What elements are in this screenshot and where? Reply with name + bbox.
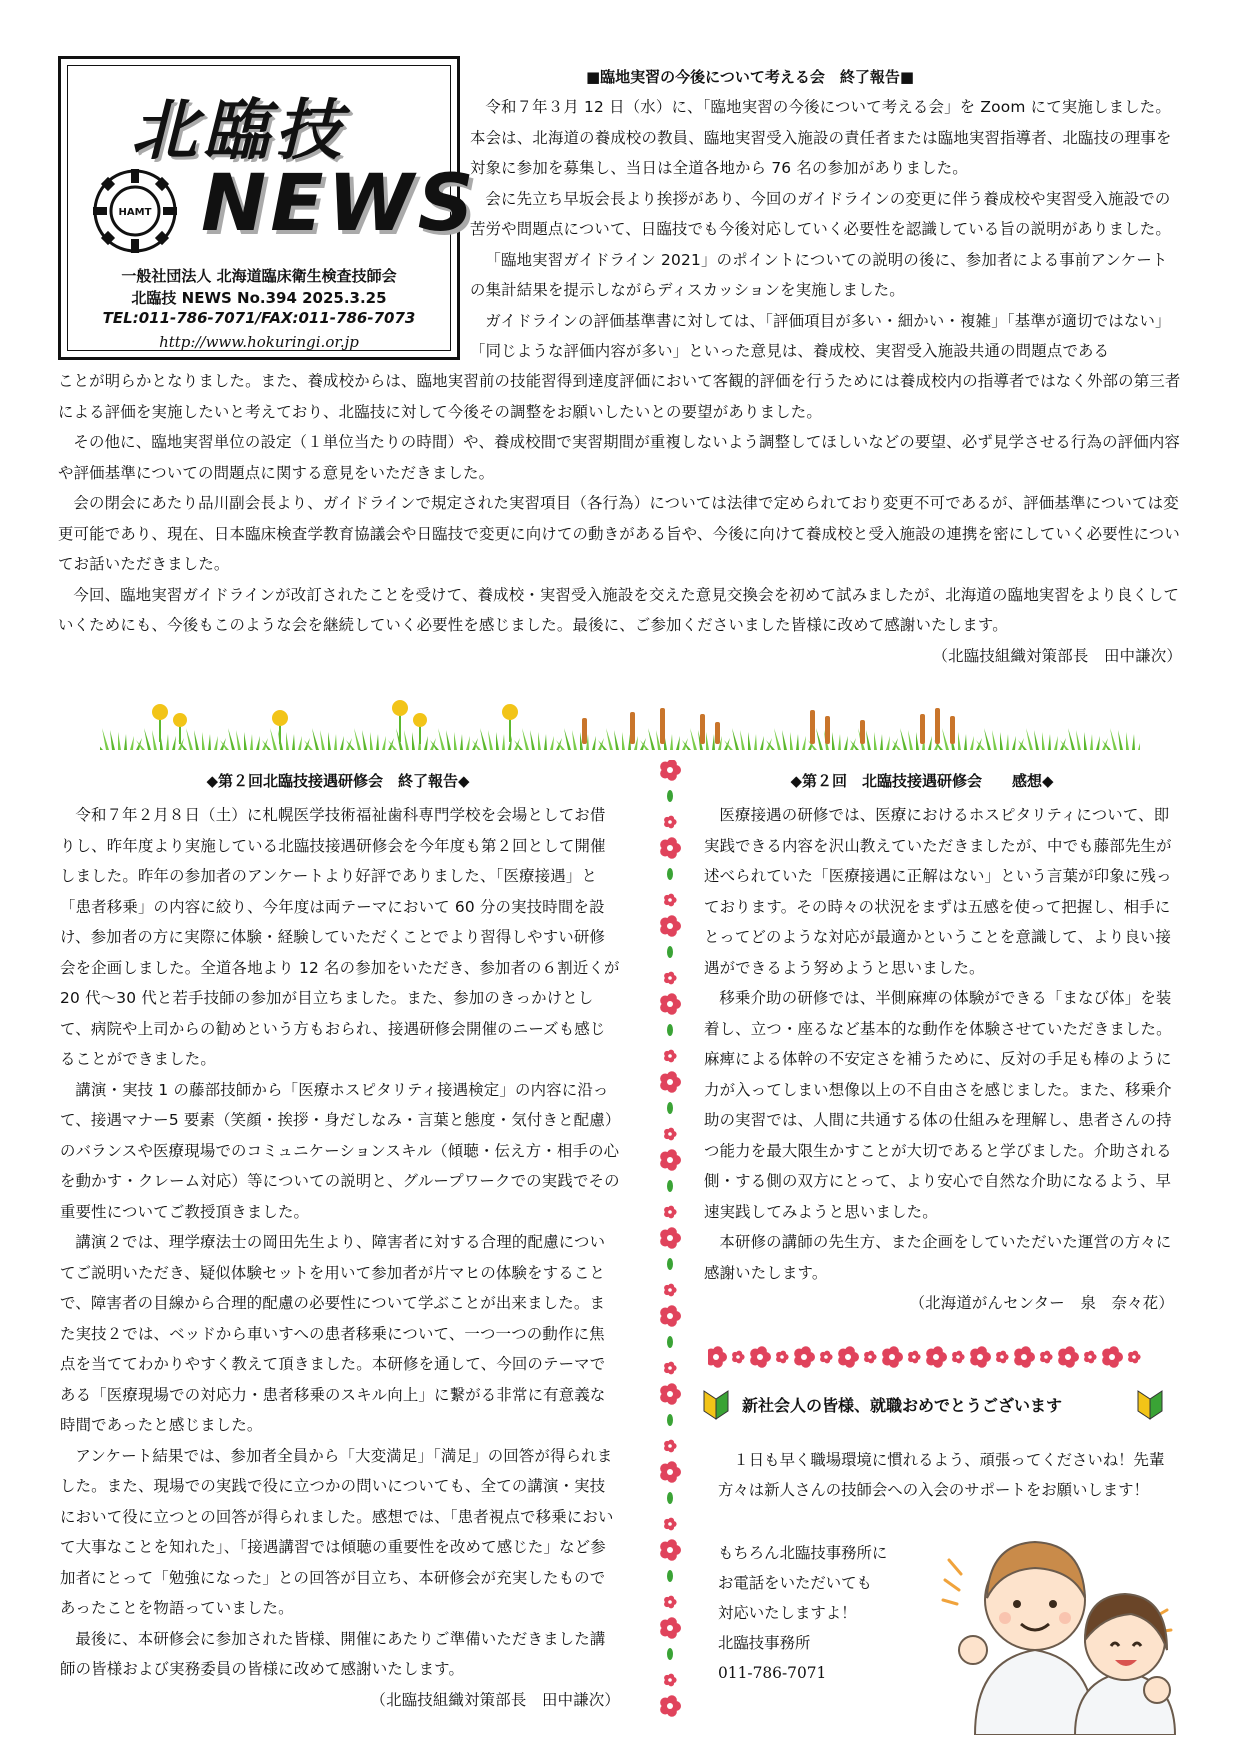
grass-blade <box>144 728 151 750</box>
flower-icon <box>660 1461 681 1482</box>
grass-blade <box>328 732 331 750</box>
grass-blade <box>1026 728 1033 750</box>
contact-line: お電話をいただいても <box>718 1574 872 1592</box>
grass-blade <box>530 730 535 750</box>
grass-blade <box>838 734 841 750</box>
grass-blade <box>984 728 991 750</box>
grass-blade <box>564 728 571 750</box>
grass-blade <box>354 728 361 750</box>
grass-blade <box>250 734 253 750</box>
flower-icon <box>1102 1346 1123 1367</box>
flower-icon <box>794 1346 815 1367</box>
grass-blade <box>320 730 325 750</box>
grass-blades <box>100 728 1140 750</box>
article2-title: ◆第２回北臨技接遇研修会 終了報告◆ <box>206 772 470 790</box>
dandelion-icons <box>152 700 518 744</box>
grass-blade <box>438 728 445 750</box>
flower-icon <box>664 972 677 985</box>
leaf-icon <box>667 1336 673 1348</box>
grass-blade <box>886 736 890 750</box>
leaf-icon <box>667 790 673 802</box>
flower-icon <box>664 1440 677 1453</box>
grass-blade <box>130 736 134 750</box>
grass-blade <box>194 730 199 750</box>
grass-blade <box>1068 728 1075 750</box>
grass-blade <box>748 732 751 750</box>
article3-signature: （北海道がんセンター 泉 奈々花） <box>909 1294 1174 1312</box>
flower-icon <box>664 1206 677 1219</box>
flower-icon <box>660 1617 681 1638</box>
grass-blade <box>622 732 625 750</box>
grass-blade <box>292 734 295 750</box>
flower-icon <box>664 1284 677 1297</box>
article1-paragraph: ことが明らかとなりました。また、養成校からは、臨地実習前の技能習得到達度評価において客観的評価を行うためには養成校内の指導者ではなく外部の第三者による評価を実施したいと考えており、北臨技に対して今後その調整をお願いしたいとの要望がありました。 <box>58 372 1181 421</box>
flower-icon <box>864 1351 877 1364</box>
grass-blade <box>1012 736 1016 750</box>
grass-blade <box>1084 732 1087 750</box>
flower-icon <box>1058 1346 1079 1367</box>
grass-blade <box>1042 732 1045 750</box>
grass-blade <box>286 732 289 750</box>
new-employees-contact <box>718 1538 958 1688</box>
leaf-icon <box>667 1024 673 1036</box>
grass-blade <box>412 732 415 750</box>
leaf-icon <box>667 1492 673 1504</box>
masthead <box>58 56 478 360</box>
grass-blade <box>340 736 344 750</box>
leaf-icon <box>667 1648 673 1660</box>
flower-icon <box>664 1128 677 1141</box>
flower-icon <box>664 894 677 907</box>
grass-blade <box>102 728 109 750</box>
grass-blade <box>964 734 967 750</box>
grass-blade <box>424 736 428 750</box>
flower-icon <box>664 1518 677 1531</box>
grass-blade <box>592 736 596 750</box>
article2-body <box>60 800 620 1715</box>
grass-dandelion-decoration <box>100 690 1140 750</box>
article2-paragraph: 講演２では、理学療法士の岡田先生より、障害者に対する合理的配慮についてご説明いただき、疑似体験セットを用いて参加者が片マヒの体験をすることで、障害者の目線から合理的配慮の必要性について学ぶことが出来ました。また実技２では、ベッドから車いすへの患者移乗について、一つ一つの動作に焦点を当ててわかりやすく教えて頂きました。本研修を通して、今回のテーマである「医療現場での対応力・患者移乗のスキル向上」に繋がる非常に有意義な時間であったと感じました。 <box>60 1233 606 1434</box>
grass-blade <box>172 736 176 750</box>
contact-phone: 011-786-7071 <box>718 1664 827 1682</box>
grass-blade <box>572 730 577 750</box>
masthead-logo-kanji: 北臨技 <box>131 92 347 169</box>
grass-blade <box>1096 736 1100 750</box>
flower-icon <box>1128 1351 1141 1364</box>
leaf-icon <box>667 868 673 880</box>
grass-blade <box>908 730 913 750</box>
grass-blade <box>606 728 613 750</box>
grass-blade <box>866 730 871 750</box>
flower-icon <box>660 760 681 781</box>
article2-paragraph: 最後に、本研修会に参加された皆様、開催にあたりご準備いただきました講師の皆様および実務委員の皆様に改めて感謝いたします。 <box>60 1629 606 1678</box>
grass-blade <box>480 728 487 750</box>
grass-blade <box>648 728 655 750</box>
flower-icon <box>660 1149 681 1170</box>
leaf-icon <box>667 1414 673 1426</box>
article1-paragraph: 令和７年３月 12 日（水）に、「臨地実習の今後について考える会」を Zoom にて実施しました。本会は、北海道の養成校の教員、臨地実習受入施設の責任者または臨地実習指導者、北臨技の理事を対象に参加を募集し、当日は全道各地から 76 名の参加がありました。 <box>470 98 1172 177</box>
grass-blade <box>1132 734 1135 750</box>
flower-icon <box>838 1346 859 1367</box>
grass-blade <box>900 728 907 750</box>
grass-blade <box>796 734 799 750</box>
article3-paragraph: 医療接遇の研修では、医療におけるホスピタリティについて、即実践できる内容を沢山教えていただきましたが、中でも藤部先生が述べられていた「医療接遇に正解はない」という言葉が印象に残っております。その時々の状況をまずは五感を使って把握し、相手にとってどのような対応が最適かということを意識して、より良い接遇ができるよう努めようと思いました。 <box>704 806 1172 977</box>
grass-blade <box>312 728 319 750</box>
grass-blade <box>256 736 260 750</box>
leaf-icon <box>667 1570 673 1582</box>
grass-blade <box>376 734 379 750</box>
grass-blade <box>844 736 848 750</box>
grass-blade <box>928 736 932 750</box>
grass-blade <box>166 734 169 750</box>
grass-blade <box>958 732 961 750</box>
grass-blade <box>942 728 949 750</box>
article3-paragraph: 移乗介助の研修では、半側麻痺の体験ができる「まなび体」を装着し、立つ・座るなど基本的な動作を体験させていただきました。麻痺による体幹の不安定さを補うために、反対の手足も棒のように力が入ってしまい想像以上の不自由さを感じました。また、移乗介助の実習では、人間に共通する体の仕組みを理解し、患者さんの持つ能力を最大限生かすことが大切であると学びました。介助される側・する側の双方にとって、より安心で自然な介助になるよう、早速実践してみようと思いました。 <box>704 989 1172 1221</box>
beginner-mark-icon <box>700 1389 732 1421</box>
article3-paragraph: 本研修の講師の先生方、また企画をしていただいた運営の方々に感謝いたします。 <box>704 1233 1172 1282</box>
leaf-icon <box>667 946 673 958</box>
flower-icon <box>1014 1346 1035 1367</box>
grass-blade <box>832 732 835 750</box>
flower-icon <box>660 1305 681 1326</box>
flower-icon <box>664 1050 677 1063</box>
grass-blade <box>404 730 409 750</box>
new-employees-message <box>718 1445 1178 1505</box>
article1-paragraph: ガイドラインの評価基準書に対しては、「評価項目が多い・細かい・複雑」「基準が適切ではない」「同じような評価内容が多い」といった意見は、養成校、実習受入施設共通の問題点である <box>470 311 1171 360</box>
grass-blade <box>802 736 806 750</box>
article2-paragraph: アンケート結果では、参加者全員から「大変満足」「満足」の回答が得られました。また、現場での実践で役に立つかの問いについても、全ての講演・実技において役に立つとの回答が得られました。感想では、「患者視点で移乗において大事なことを知れた」、「接遇講習では傾聴の重要性を改めて感じた」など参加者にとって「勉強になった」との回答が目立ち、本研修会が充実したものであったことを物語っていました。 <box>60 1446 614 1617</box>
flower-icon <box>970 1346 991 1367</box>
contact-office-name: 北臨技事務所 <box>718 1634 811 1652</box>
article1-paragraph: その他に、臨地実習単位の設定（１単位当たりの時間）や、養成校間で実習期間が重複しないよう調整してほしいなどの要望、必ず見学させる行為の評価内容や評価基準についての問題点に関する意見をいただきました。 <box>58 433 1181 482</box>
flower-icon <box>660 837 681 858</box>
new-employees-line: １日も早く職場環境に慣れるよう、頑張ってくださいね！先輩方々は新人さんの技師会への入会のサポートをお願いします！ <box>718 1451 1165 1499</box>
flower-icon <box>664 1362 677 1375</box>
masthead-url: http://www.hokuringi.or.jp <box>159 333 359 351</box>
flower-icon <box>660 1227 681 1248</box>
grass-blade <box>1110 728 1117 750</box>
grass-blade <box>208 734 211 750</box>
grass-blade <box>816 728 823 750</box>
grass-blade <box>124 734 127 750</box>
floral-divider <box>658 760 682 1720</box>
grass-blade <box>228 728 235 750</box>
flower-icon <box>660 1071 681 1092</box>
staff-person-right <box>1075 1594 1175 1735</box>
grass-blade <box>782 730 787 750</box>
grass-blade <box>1034 730 1039 750</box>
grass-blade <box>774 728 781 750</box>
masthead-tel-fax: TEL:011-786-7071/FAX:011-786-7073 <box>102 309 416 327</box>
flower-icon <box>1084 1351 1097 1364</box>
flower-icon <box>820 1351 833 1364</box>
horsetail-icons <box>582 708 955 744</box>
grass-blade <box>496 732 499 750</box>
flower-icon <box>952 1351 965 1364</box>
grass-blade <box>202 732 205 750</box>
grass-blade <box>1006 734 1009 750</box>
grass-blade <box>382 736 386 750</box>
grass-blade <box>362 730 367 750</box>
article2-signature: （北臨技組織対策部長 田中謙次） <box>370 1690 620 1709</box>
grass-blade <box>1118 730 1123 750</box>
article1-paragraph: 会に先立ち早坂会長より挨拶があり、今回のガイドラインの変更に伴う養成校や実習受入施設での苦労や問題点について、日臨技でも今後対応していく必要性を認識している旨の説明がありました。 <box>470 189 1171 238</box>
flower-icon <box>664 1674 677 1687</box>
article1-full-width-text <box>58 366 1182 671</box>
beginner-mark-icon <box>1134 1389 1166 1421</box>
flower-icon <box>708 1346 727 1367</box>
grass-blade <box>676 736 680 750</box>
grass-blade <box>970 736 974 750</box>
grass-blade <box>740 730 745 750</box>
flower-icon <box>660 915 681 936</box>
grass-blade <box>236 730 241 750</box>
flower-icon <box>660 993 681 1014</box>
article3-title: ◆第２回 北臨技接遇研修会 感想◆ <box>790 772 1054 790</box>
grass-blade <box>1000 732 1003 750</box>
grass-blade <box>712 734 715 750</box>
grass-blade <box>522 728 529 750</box>
grass-blade <box>488 730 493 750</box>
flower-icon <box>660 1695 681 1716</box>
grass-blade <box>460 734 463 750</box>
flower-icon <box>660 1539 681 1560</box>
flower-icon <box>732 1351 745 1364</box>
masthead-logo-news: NEWS <box>201 159 478 249</box>
new-employees-header <box>700 1385 1170 1425</box>
grass-blade <box>466 736 470 750</box>
flower-icon <box>926 1346 947 1367</box>
grass-blade <box>118 732 121 750</box>
grass-blade <box>1090 734 1093 750</box>
flower-icon <box>660 1383 681 1404</box>
grass-blade <box>1076 730 1081 750</box>
article1-paragraph: 会の閉会にあたり品川副会長より、ガイドラインで規定された実習項目（各行為）については法律で定められており変更不可であるが、評価基準については変更可能であり、現在、日本臨床検査学教育協議会や日臨技で変更に向けての動きがある旨や、今後に向けて養成校と受入施設の連携を密にしていく必要性についてお話いただきました。 <box>58 494 1180 573</box>
leaf-icon <box>667 1102 673 1114</box>
grass-blade <box>760 736 764 750</box>
association-seal-icon <box>91 167 179 255</box>
article2-paragraph: 令和７年２月８日（土）に札幌医学技術福祉歯科専門学校を会場としてお借りし、昨年度より実施している北臨技接遇研修会を今年度も第２回として開催しました。昨年の参加者のアンケートより好評でありました、「医療接遇」と「患者移乗」の内容に絞り、今年度は両テーマにおいて 60 分の実技時間を設け、参加者の方に実際に体験・経験していただくことでより習得しやすい研修会を企画しました。全道各地より 12 名の参加をいただき、参加者の６割近くが 20 代〜30 代と若手技師の参加が目立ちました。また、参加のきっかけとして、病院や上司からの勧めという方もおられ、接遇研修会開催のニーズも感じることができました。 <box>60 806 620 1068</box>
article3-body <box>704 800 1174 1318</box>
grass-blade <box>270 728 277 750</box>
grass-blade <box>502 734 505 750</box>
grass-blade <box>454 732 457 750</box>
flower-icon <box>664 1596 677 1609</box>
grass-blade <box>670 734 673 750</box>
masthead-issue-number: 北臨技 NEWS No.394 2025.3.25 <box>131 289 387 307</box>
grass-blade <box>874 732 877 750</box>
article1-column-text <box>470 92 1182 367</box>
article1-paragraph: 「臨地実習ガイドライン 2021」のポイントについての説明の後に、参加者による事前アンケートの集計結果を提示しながらディスカッションを実施しました。 <box>470 250 1168 299</box>
grass-blade <box>1054 736 1058 750</box>
grass-blade <box>732 728 739 750</box>
flower-icon <box>664 816 677 829</box>
grass-blade <box>244 732 247 750</box>
grass-blade <box>550 736 554 750</box>
masthead-organization: 一般社団法人 北海道臨床衛生検査技師会 <box>121 267 397 285</box>
staff-illustration <box>935 1500 1180 1735</box>
grass-blade <box>916 732 919 750</box>
grass-blade <box>100 740 103 750</box>
grass-blade <box>690 728 697 750</box>
grass-blade <box>880 734 883 750</box>
seal-text: HAMT <box>118 207 152 218</box>
grass-blade <box>544 734 547 750</box>
contact-line: 対応いたしますよ！ <box>718 1604 857 1622</box>
flower-icon <box>776 1351 789 1364</box>
grass-blade <box>214 736 218 750</box>
grass-blade <box>790 732 793 750</box>
staff-person-left <box>959 1542 1095 1735</box>
flower-row-decoration <box>708 1345 1148 1369</box>
grass-blade <box>186 728 193 750</box>
grass-blade <box>706 732 709 750</box>
article1-paragraph: 今回、臨地実習ガイドラインが改訂されたことを受けて、養成校・実習受入施設を交えた意見交換会を初めて試みましたが、北海道の臨地実習をより良くしていくためにも、今後もこのような会を継続していく必要性を感じました。最後に、ご参加くださいました皆様に改めて感謝いたします。 <box>58 585 1180 634</box>
grass-blade <box>1048 734 1051 750</box>
grass-blade <box>754 734 757 750</box>
flower-icon <box>908 1351 921 1364</box>
grass-blade <box>1138 736 1140 750</box>
new-employees-title: 新社会人の皆様、就職おめでとうございます <box>742 1396 1063 1415</box>
leaf-icon <box>667 1180 673 1192</box>
grass-blade <box>110 730 115 750</box>
flower-icon <box>996 1351 1009 1364</box>
article1-title: ■臨地実習の今後について考える会 終了報告■ <box>585 68 915 86</box>
flower-icons <box>708 1346 1141 1367</box>
grass-blade <box>152 730 157 750</box>
flower-icon <box>1040 1351 1053 1364</box>
flower-icon <box>882 1346 903 1367</box>
grass-blade <box>446 730 451 750</box>
grass-blade <box>298 736 302 750</box>
grass-blade <box>370 732 373 750</box>
grass-blade <box>1126 732 1129 750</box>
article1-signature: （北臨技組織対策部長 田中謙次） <box>932 646 1182 665</box>
flower-icons <box>660 760 681 1717</box>
grass-blade <box>538 732 541 750</box>
grass-blade <box>992 730 997 750</box>
grass-blade <box>614 730 619 750</box>
flower-icon <box>750 1346 771 1367</box>
leaf-icon <box>667 1258 673 1270</box>
article2-paragraph: 講演・実技 1 の藤部技師から「医療ホスピタリティ接遇検定」の内容に沿って、接遇マナー5 要素（笑顔・挨拶・身だしなみ・言葉と態度・気付きと配慮）のバランスや医療現場でのコミュニケーションスキル（傾聴・伝え方・相手の心を動かす・クレーム対応）等についての説明と、グループワークでの実践でその重要性についてご教授頂きました。 <box>60 1080 620 1221</box>
grass-blade <box>334 734 337 750</box>
contact-line: もちろん北臨技事務所に <box>718 1544 888 1562</box>
